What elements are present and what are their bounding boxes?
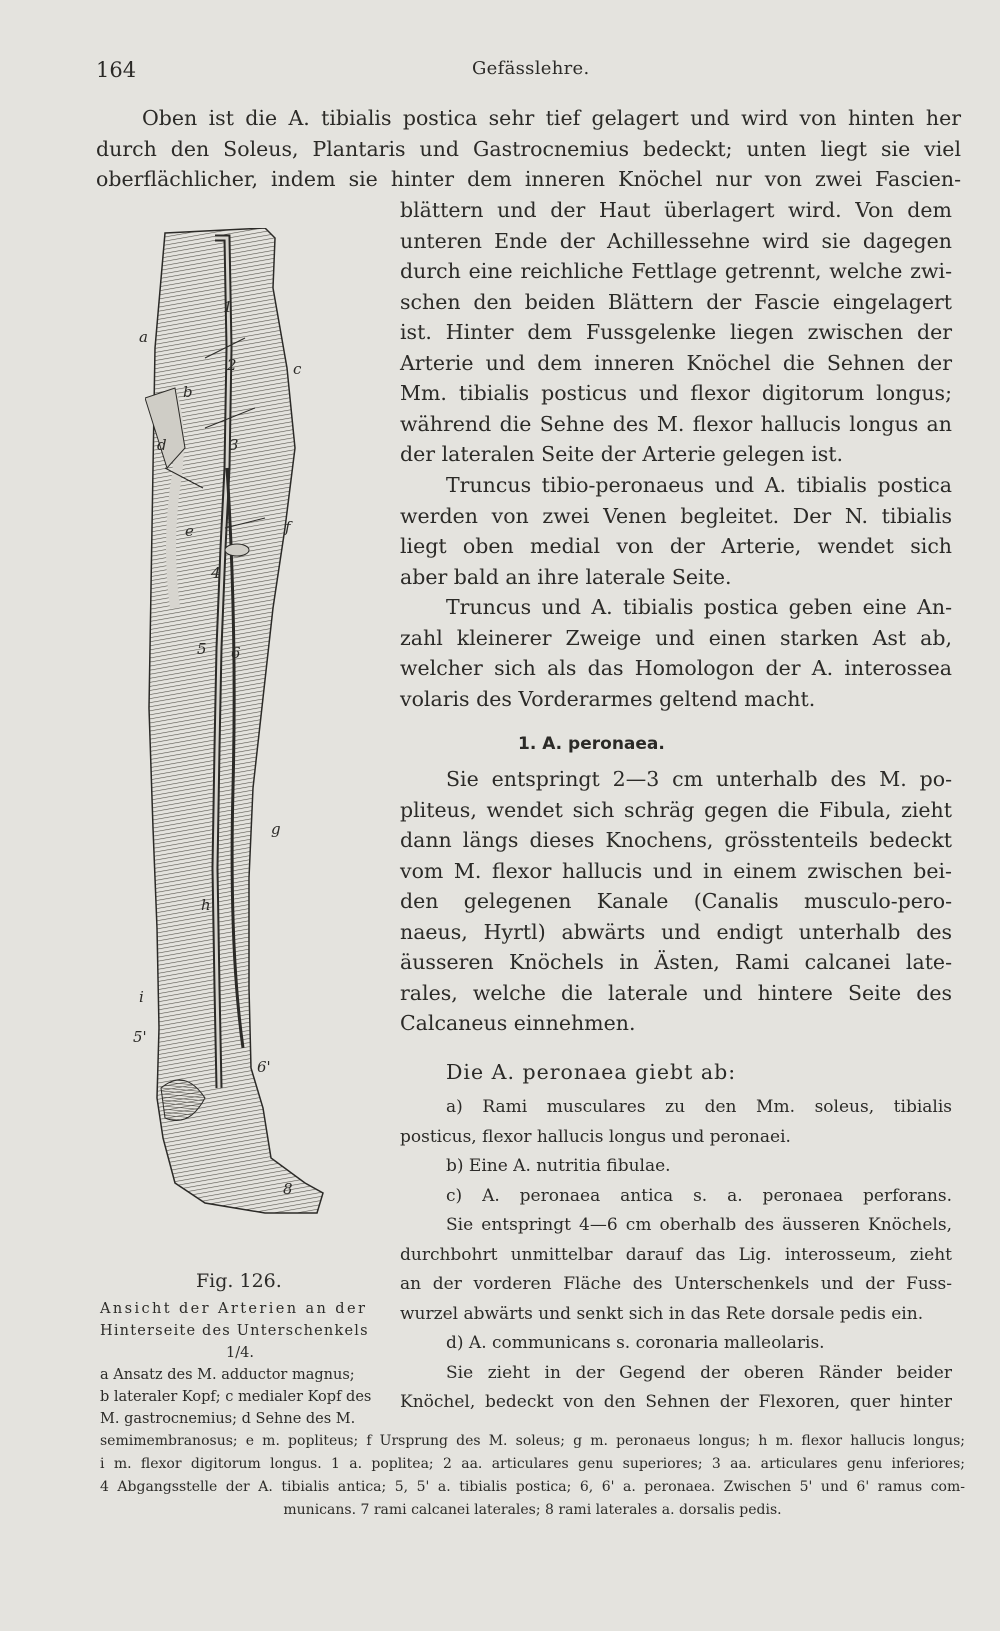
text-line: pliteus, wendet sich schräg gegen die Fibula, zieht: [400, 797, 952, 822]
text-line: Calcaneus einnehmen.: [400, 1011, 636, 1035]
figure-label: 1: [223, 298, 233, 316]
text-line: liegt oben medial von der Arterie, wendet sich: [400, 534, 952, 558]
text-line: ist. Hinter dem Fussgelenke liegen zwischen der: [400, 320, 952, 344]
text-line: Mm. tibialis posticus und flexor digitorum longus;: [400, 381, 952, 405]
leg-engraving: [145, 228, 345, 1273]
caption-line: a Ansatz des M. adductor magnus;: [100, 1367, 355, 1383]
figure-label: c: [293, 360, 302, 378]
text-line: rales, welche die laterale und hintere Seite des: [400, 980, 952, 1005]
figure-label: a: [139, 328, 148, 346]
text-line: Sie zieht in der Gegend der oberen Ränder beider: [446, 1362, 952, 1383]
caption-line: Hinterseite des Unterschenkels: [100, 1323, 369, 1339]
text-line: vom M. flexor hallucis und in einem zwischen bei-: [400, 858, 952, 883]
figure-label: 5': [133, 1028, 147, 1046]
text-line: Die A. peronaea giebt ab:: [446, 1060, 737, 1084]
branches-intro: [400, 1057, 952, 1088]
text-line: Arterie und dem inneren Knöchel die Sehnen der: [400, 350, 952, 375]
figure-label: 5: [197, 640, 207, 658]
text-line: durch den Soleus, Plantaris und Gastrocnemius bedeckt; unten liegt sie viel: [96, 136, 961, 161]
figure-label: 3: [229, 436, 239, 454]
text-line: wurzel abwärts und senkt sich in das Rete dorsale pedis ein.: [400, 1303, 924, 1324]
legend-line: semimembranosus; e m. popliteus; f Ursprung des M. soleus; g m. peronaeus longus; h m. flexor hallucis longus;: [100, 1433, 965, 1449]
text-line: an der vorderen Fläche des Unterschenkels und der Fuss-: [400, 1274, 952, 1294]
figure-label: b: [183, 383, 193, 401]
branch-list: [400, 1093, 952, 1418]
text-line: posticus, flexor hallucis longus und peronaei.: [400, 1126, 791, 1147]
text-line: äusseren Knöchels in Ästen, Rami calcanei late-: [400, 950, 952, 974]
text-line: dann längs dieses Knochens, grösstenteils bedeckt: [400, 828, 952, 852]
text-line: aber bald an ihre laterale Seite.: [400, 564, 732, 589]
legend-line: i m. flexor digitorum longus. 1 a. poplitea; 2 aa. articulares genu superiores; 3 aa. articulares genu inferiores;: [100, 1456, 965, 1472]
text-line: volaris des Vorderarmes geltend macht.: [400, 686, 816, 711]
text-line: Sie entspringt 2—3 cm unterhalb des M. po-: [446, 767, 952, 791]
text-line: schen den beiden Blättern der Fascie eingelagert: [400, 289, 952, 314]
figure-label: 4: [211, 564, 221, 582]
figure-label: 6: [231, 644, 241, 662]
right-column-paragraph-3: [400, 592, 952, 714]
text-line: durchbohrt unmittelbar darauf das Lig. interosseum, zieht: [400, 1244, 952, 1265]
caption-line: Ansicht der Arterien an der: [100, 1301, 368, 1317]
text-line: Truncus tibio-peronaeus und A. tibialis postica: [446, 473, 952, 497]
figure-label: g: [271, 820, 281, 838]
text-line: der lateralen Seite der Arterie gelegen ist.: [400, 442, 844, 466]
text-line: naeus, Hyrtl) abwärts und endigt unterhalb des: [400, 919, 952, 944]
text-line: a) Rami musculares zu den Mm. soleus, tibialis: [446, 1097, 952, 1117]
text-line: unteren Ende der Achillessehne wird sie dagegen: [400, 228, 952, 253]
text-line: werden von zwei Venen begleitet. Der N. tibialis: [400, 503, 952, 528]
figure-legend: [100, 1430, 965, 1522]
text-line: oberflächlicher, indem sie hinter dem inneren Knöchel nur von zwei Fascien-: [96, 167, 961, 191]
caption-line: M. gastrocnemius; d Sehne des M.: [100, 1411, 356, 1427]
section-heading: 1. A. peronaea.: [518, 734, 665, 754]
figure-label: 6': [257, 1058, 271, 1076]
text-line: Knöchel, bedeckt von den Sehnen der Flexoren, quer hinter: [400, 1392, 952, 1412]
text-line: d) A. communicans s. coronaria malleolaris.: [446, 1333, 825, 1353]
figure-caption: [100, 1298, 380, 1430]
text-line: Oben ist die A. tibialis postica sehr tief gelagert und wird von hinten her: [142, 106, 961, 130]
legend-line: municans. 7 rami calcanei laterales; 8 rami laterales a. dorsalis pedis.: [283, 1502, 782, 1518]
right-column-paragraph-1: [400, 195, 952, 470]
text-line: blättern und der Haut überlagert wird. Von dem: [400, 198, 952, 222]
running-title: Gefässlehre.: [472, 58, 590, 79]
figure-label: e: [185, 522, 194, 540]
page-number: 164: [96, 58, 137, 82]
caption-line: 1/4.: [226, 1345, 254, 1361]
caption-line: b lateraler Kopf; c medialer Kopf des: [100, 1389, 372, 1405]
figure-label: 2: [227, 356, 237, 374]
text-line: durch eine reichliche Fettlage getrennt, welche zwi-: [400, 259, 952, 283]
figure-label: f: [285, 518, 291, 536]
text-line: Sie entspringt 4—6 cm oberhalb des äusseren Knöchels,: [446, 1215, 952, 1235]
figure-title: Fig. 126.: [196, 1270, 282, 1292]
text-line: b) Eine A. nutritia fibulae.: [446, 1156, 671, 1176]
right-column-paragraph-2: [400, 470, 952, 592]
figure-label: h: [201, 896, 211, 914]
right-column-paragraph-4: [400, 764, 952, 1039]
figure-label: d: [157, 436, 167, 454]
intro-paragraph: [96, 103, 961, 195]
figure-label: 8: [283, 1180, 293, 1198]
text-line: während die Sehne des M. flexor hallucis longus an: [400, 411, 952, 436]
text-line: Truncus und A. tibialis postica geben eine An-: [446, 595, 952, 619]
legend-line: 4 Abgangsstelle der A. tibialis antica; 5, 5' a. tibialis postica; 6, 6' a. peronaea. Zwischen 5' und 6' ramus com-: [100, 1479, 965, 1495]
figure-label: i: [139, 988, 144, 1006]
text-line: c) A. peronaea antica s. a. peronaea perforans.: [446, 1185, 952, 1206]
text-line: den gelegenen Kanale (Canalis musculo-pero-: [400, 889, 952, 913]
leg-arteries-illustration: [133, 228, 345, 1273]
text-line: zahl kleinerer Zweige und einen starken Ast ab,: [400, 625, 952, 650]
text-line: welcher sich als das Homologon der A. interossea: [400, 656, 952, 680]
